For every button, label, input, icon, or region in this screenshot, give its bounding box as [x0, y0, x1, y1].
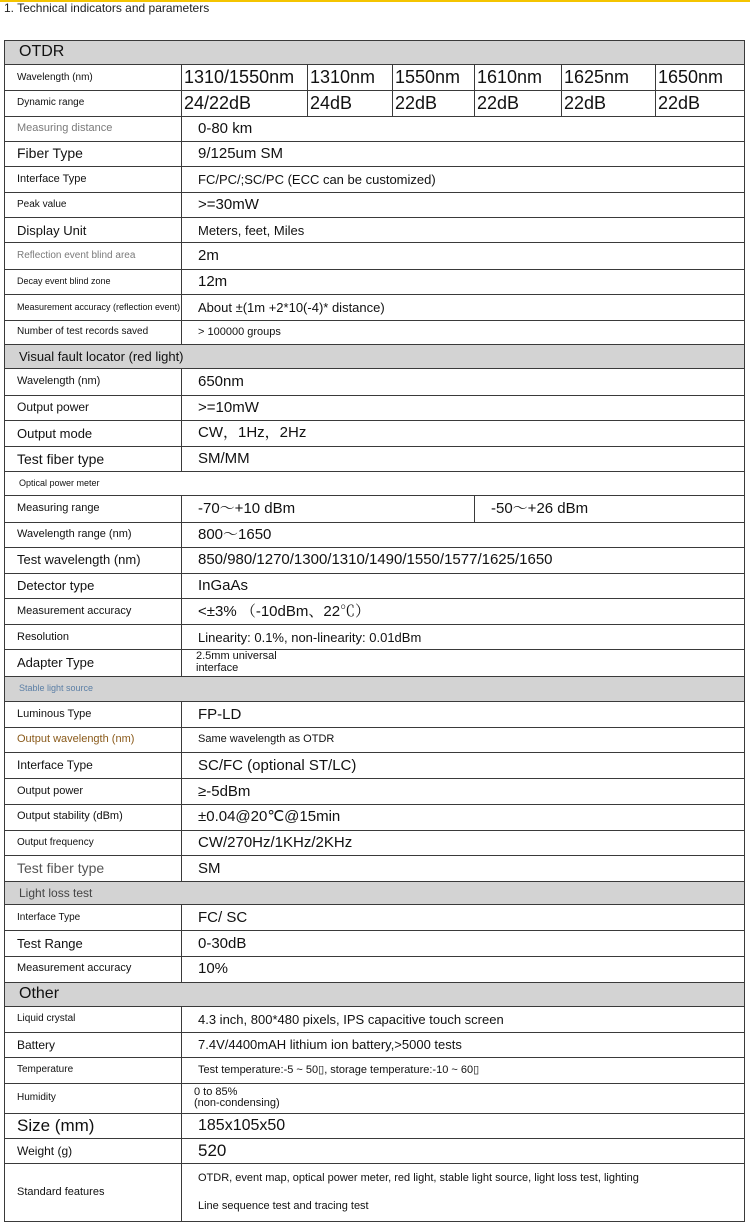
row-value: <±3% （-10dBm、22℃）: [182, 599, 745, 625]
row-value: 10%: [182, 956, 745, 982]
dynamic-range-cell: 24/22dB: [182, 91, 308, 116]
wavelength-cell: 1650nm: [656, 65, 745, 91]
row-value: 4.3 inch, 800*480 pixels, IPS capacitive touch screen: [182, 1007, 745, 1033]
wavelength-cell: 1610nm: [475, 65, 562, 91]
row-value: About ±(1m +2*10(-4)* distance): [182, 294, 745, 320]
section-title: Stable light source: [5, 676, 745, 701]
row-label: Test wavelength (nm): [5, 547, 182, 573]
wavelength-cell: 1625nm: [562, 65, 656, 91]
feature-line: OTDR, event map, optical power meter, red light, stable light source, light loss test, lighting: [198, 1172, 639, 1185]
spec-row: [5, 728, 745, 753]
row-label: Wavelength (nm): [5, 369, 182, 395]
row-otdr-wavelength: [5, 65, 745, 91]
wavelength-cell: 1310/1550nm: [182, 65, 308, 91]
row-value: 850/980/1270/1300/1310/1490/1550/1577/1625/1650: [182, 547, 745, 573]
row-label: Standard features: [5, 1164, 182, 1222]
row-value: FC/ SC: [182, 905, 745, 931]
row-label: Weight (g): [5, 1139, 182, 1164]
row-label: Decay event blind zone: [5, 269, 182, 294]
row-value: CW，1Hz，2Hz: [182, 420, 745, 446]
row-value: Linearity: 0.1%, non-linearity: 0.01dBm: [182, 625, 745, 650]
row-value: 650nm: [182, 369, 745, 395]
row-label: Output frequency: [5, 830, 182, 855]
row-label: Wavelength (nm): [5, 65, 182, 91]
row-value: Meters, feet, Miles: [182, 218, 745, 243]
row-value: SM/MM: [182, 446, 745, 471]
spec-row: [5, 1139, 745, 1164]
dynamic-range-cell: 22dB: [656, 91, 745, 116]
spec-row: [5, 599, 745, 625]
spec-row: [5, 650, 745, 676]
section-title: Optical power meter: [5, 472, 745, 496]
spec-row: [5, 753, 745, 779]
row-value: FP-LD: [182, 701, 745, 727]
row-label: Measurement accuracy (reflection event): [5, 294, 182, 320]
dynamic-range-cell: 24dB: [308, 91, 393, 116]
row-value: 2.5mm universal interface: [182, 650, 745, 676]
row-label: Output wavelength (nm): [5, 728, 182, 753]
row-label: Peak value: [5, 193, 182, 218]
row-label: Output mode: [5, 420, 182, 446]
row-value: Same wavelength as OTDR: [182, 728, 745, 753]
spec-row: [5, 701, 745, 727]
section-other: [5, 982, 745, 1006]
spec-row: [5, 369, 745, 395]
row-value: > 100000 groups: [182, 321, 745, 345]
spec-row: [5, 625, 745, 650]
spec-row: [5, 1058, 745, 1083]
row-label: Liquid crystal: [5, 1007, 182, 1033]
spec-row: [5, 294, 745, 320]
section-visual-fault-locator: [5, 345, 745, 369]
row-value: 0 to 85% (non-condensing): [182, 1083, 745, 1113]
dynamic-range-cell: 22dB: [475, 91, 562, 116]
range-cell: -50～+26 dBm: [475, 496, 745, 522]
section-title: Light loss test: [5, 882, 745, 905]
spec-row: [5, 446, 745, 471]
section-otdr: [5, 41, 745, 65]
row-label: Luminous Type: [5, 701, 182, 727]
wavelength-cell: 1550nm: [393, 65, 475, 91]
row-value: 185x105x50: [182, 1113, 745, 1138]
row-label: Test Range: [5, 931, 182, 956]
row-label: Fiber Type: [5, 141, 182, 166]
row-label: Output stability (dBm): [5, 804, 182, 830]
row-value: 800～1650: [182, 522, 745, 547]
row-label: Display Unit: [5, 218, 182, 243]
spec-row: [5, 1007, 745, 1033]
row-value: >=30mW: [182, 193, 745, 218]
row-label: Detector type: [5, 573, 182, 598]
section-title: Other: [5, 982, 745, 1006]
row-label: Size (mm): [5, 1113, 182, 1138]
page-heading: 1. Technical indicators and parameters: [4, 1, 210, 15]
row-value: >=10mW: [182, 395, 745, 420]
wavelength-cell: 1310nm: [308, 65, 393, 91]
row-value: 12m: [182, 269, 745, 294]
range-cell: -70～+10 dBm: [182, 496, 475, 522]
row-label: Dynamic range: [5, 91, 182, 116]
row-label: Battery: [5, 1033, 182, 1058]
spec-row: [5, 779, 745, 804]
row-label: Interface Type: [5, 753, 182, 779]
row-label: Interface Type: [5, 166, 182, 192]
spec-row: [5, 116, 745, 141]
spec-row: [5, 1113, 745, 1138]
row-value: [182, 1164, 745, 1222]
row-value: 2m: [182, 243, 745, 269]
spec-row: [5, 193, 745, 218]
row-value: 0-80 km: [182, 116, 745, 141]
row-label: Interface Type: [5, 905, 182, 931]
section-light-loss-test: [5, 882, 745, 905]
spec-row: [5, 573, 745, 598]
row-value: ≥-5dBm: [182, 779, 745, 804]
dynamic-range-cell: 22dB: [393, 91, 475, 116]
spec-row: [5, 420, 745, 446]
section-optical-power-meter: [5, 472, 745, 496]
spec-row: [5, 243, 745, 269]
spec-row: [5, 804, 745, 830]
feature-line: Line sequence test and tracing test: [198, 1199, 369, 1212]
row-label: Measuring distance: [5, 116, 182, 141]
section-title: OTDR: [5, 41, 745, 65]
spec-row: [5, 830, 745, 855]
row-value: 520: [182, 1139, 745, 1164]
spec-row: [5, 522, 745, 547]
row-label: Test fiber type: [5, 446, 182, 471]
spec-row: [5, 166, 745, 192]
row-value: SM: [182, 855, 745, 881]
row-value: InGaAs: [182, 573, 745, 598]
row-value: FC/PC/;SC/PC (ECC can be customized): [182, 166, 745, 192]
spec-row: [5, 1083, 745, 1113]
spec-row: [5, 547, 745, 573]
row-value: SC/FC (optional ST/LC): [182, 753, 745, 779]
row-otdr-dynamic-range: [5, 91, 745, 116]
spec-row: [5, 1033, 745, 1058]
dynamic-range-cell: 22dB: [562, 91, 656, 116]
row-label: Reflection event blind area: [5, 243, 182, 269]
spec-row: [5, 269, 745, 294]
row-value: Test temperature:-5 ~ 50▯, storage temperature:-10 ~ 60▯: [182, 1058, 745, 1083]
spec-row: [5, 931, 745, 956]
row-label: Humidity: [5, 1083, 182, 1113]
spec-row: [5, 956, 745, 982]
section-stable-light-source: [5, 676, 745, 701]
spec-row: [5, 141, 745, 166]
row-label: Measurement accuracy: [5, 956, 182, 982]
row-opm-measuring-range: [5, 496, 745, 522]
spec-row: [5, 855, 745, 881]
row-label: Output power: [5, 779, 182, 804]
row-label: Adapter Type: [5, 650, 182, 676]
spec-row: [5, 321, 745, 345]
spec-table: [4, 40, 745, 1222]
row-label: Measuring range: [5, 496, 182, 522]
row-value: 0-30dB: [182, 931, 745, 956]
spec-row: [5, 218, 745, 243]
row-standard-features: [5, 1164, 745, 1222]
row-value: 9/125um SM: [182, 141, 745, 166]
spec-row: [5, 905, 745, 931]
row-label: Test fiber type: [5, 855, 182, 881]
row-value: 7.4V/4400mAH lithium ion battery,>5000 tests: [182, 1033, 745, 1058]
row-value: CW/270Hz/1KHz/2KHz: [182, 830, 745, 855]
row-label: Number of test records saved: [5, 321, 182, 345]
row-label: Wavelength range (nm): [5, 522, 182, 547]
row-label: Resolution: [5, 625, 182, 650]
row-label: Output power: [5, 395, 182, 420]
row-label: Measurement accuracy: [5, 599, 182, 625]
section-title: Visual fault locator (red light): [5, 345, 745, 369]
row-label: Temperature: [5, 1058, 182, 1083]
row-value: ±0.04@20℃@15min: [182, 804, 745, 830]
spec-row: [5, 395, 745, 420]
